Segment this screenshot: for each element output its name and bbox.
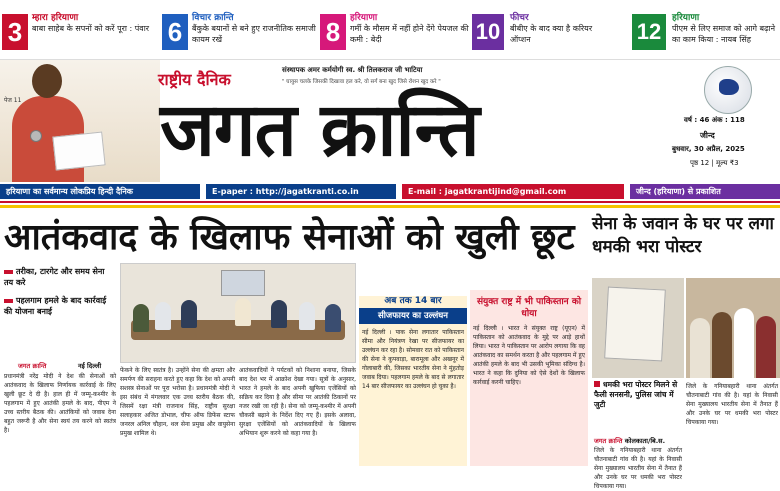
un-box-headline: संयुक्त राष्ट्र में भी पाकिस्तान को धोया: [476, 297, 582, 319]
right-subheadline: धमकी भरा पोस्टर मिलने से फैली सनसनी, पुलिस जांच में जुटी: [594, 380, 684, 410]
divider-red: [0, 201, 780, 203]
email-link[interactable]: E-mail : jagatkrantijind@gmail.com: [402, 184, 624, 199]
threat-poster-image: [604, 287, 666, 362]
story-text-col3: आतंकवादियों ने पर्यटकों को निशाना बनाया, जिसके बाद देश भर में आक्रोश देखा गया। सूत्रों के अनुसार, भारत ने हमले के बाद अपनी खुफिया एजेंसियों को सक्रिय कर दिया है और सीमा पर आतंकी ठिकानों पर नजर रखी जा रही है। सेना को जम्मू-कश्मीर में अपनी चौकसी बढ़ाने के निर्देश दिए गए हैं। इसके अलावा, सुरक्षा एजेंसियों को आतंकवादियों के खिलाफ अभियान शुरू करने को कहा गया है।: [239, 367, 356, 437]
rashtriya-dainik-label: राष्ट्रीय दैनिक: [158, 70, 231, 89]
teaser-2[interactable]: [162, 10, 316, 58]
teaser-text: गर्मी के मौसम में नहीं होने देंगे पेयजल की कमी : बेदी: [350, 24, 469, 44]
teaser-text: पीएम से लिए समाज को आगे बढ़ाने का काम किया : नायब सिंह: [672, 24, 776, 44]
medal-icon: [30, 130, 42, 142]
poster-photo: [592, 278, 684, 378]
info-band: [0, 184, 780, 200]
right-byline-place: कोलकाता/बि.स.: [624, 437, 666, 445]
teaser-page-number: 3: [2, 14, 28, 50]
main-headline[interactable]: आतंकवाद के खिलाफ सेनाओं को खुली छूट: [4, 217, 575, 258]
athlete-head: [32, 64, 62, 98]
teaser-1[interactable]: [2, 10, 152, 58]
teaser-title: हरियाणा: [672, 13, 700, 23]
teaser-title: हरियाणा: [350, 13, 378, 23]
newspaper-title: जगत क्रान्ति: [160, 87, 479, 173]
teaser-page-number: 12: [632, 14, 666, 50]
byline-place: नई दिल्ली: [78, 362, 102, 370]
teaser-page-number: 8: [320, 14, 346, 50]
masthead: [0, 60, 780, 182]
wall-screen: [221, 270, 265, 296]
bullet-item: पहलगाम हमले के बाद कार्रवाई की योजना बनाई: [4, 295, 116, 317]
issue-info: वर्ष : 46 अंक : 118: [684, 116, 745, 124]
page-count-price: पृष्ठ 12 | मूल्य ₹3: [690, 159, 739, 167]
tagline: " घायुस चलके जिसकी दिखावा हल करे, वो सर्ग बना खुद जिसे रोशन खुद करे ": [282, 79, 441, 85]
right-byline: [594, 436, 665, 445]
byline-source: जगत क्रान्ति: [18, 362, 47, 370]
ceasefire-box-headline: सीजफायर का उल्लंघन: [359, 308, 467, 324]
edition-city: जीन्द: [700, 131, 715, 140]
story-text-col1: प्रधानमंत्री नरेंद्र मोदी ने देश की सेनाओं को आतंकवाद के खिलाफ निर्णायक कार्रवाई के लिए खुली छूट दे दी है। हाल ही में जम्मू-कश्मीर के पहलगाम में हुए आतंकी हमले के बाद, पीएम ने उच्च स्तरीय बैठक की। आतंकियों को जवाब देना बहुत जरूरी है और सेना स्वयं तय करने को स्वतंत्र है।: [4, 373, 116, 434]
un-box-text: नई दिल्ली । भारत ने संयुक्त राष्ट्र (यूएन) में पाकिस्तान को आतंकवाद के मुद्दे पर आड़े हाथों लिया। भारत ने पाकिस्तान पर आरोप लगाया कि वह आतंकवाद का समर्थन करता है और पहलगाम में हुए आतंकी हमले के बाद भी उसकी भूमिका संदिग्ध है। भारत ने कहा कि दुनिया को ऐसे देशों के खिलाफ कार्रवाई करनी चाहिए।: [473, 325, 585, 386]
founder-line: संस्थापक अमर कर्मयोगी स्व. श्री तिलकराज जी भाटिया: [282, 66, 423, 74]
teaser-text: बाबा साहेब के सपनों को करें पूरा : पंवार: [32, 24, 150, 33]
ceasefire-box-text: नई दिल्ली । पाक सेना लगातार पाकिस्तान सीमा और नियंत्रण रेखा पर सीजफायर का उल्लंघन कर रहा है। सोमवार रात को पाकिस्तान की सेना ने कुपवाड़ा, बारामूला और अखनूर में गोलाबारी की, जिसका भारतीय सेना ने मुंहतोड़ जवाब दिया। पहलगाम हमले के बाद से लगातार 14 बार सीजफायर का उल्लंघन हो चुका है।: [362, 329, 464, 390]
ceasefire-box[interactable]: [359, 296, 467, 466]
globe-logo: [664, 64, 780, 122]
meeting-photo: [120, 263, 356, 363]
headline-bullets: [4, 266, 116, 324]
divider-yellow: [0, 205, 780, 208]
teaser-title: विचार क्रान्ति: [192, 13, 234, 23]
teaser-strip: [0, 0, 780, 60]
athlete-photo: [0, 60, 160, 182]
villagers-photo: [686, 278, 780, 378]
un-box[interactable]: [470, 290, 588, 466]
teaser-4[interactable]: [472, 10, 622, 58]
teaser-text: बैंकुके बयानों से बने हुए राजनीतिक समाजी कायम रखें: [192, 24, 316, 44]
teaser-5[interactable]: [632, 10, 778, 58]
bullet-item: तरीका, टारगेट और समय सेना तय करे: [4, 266, 116, 288]
side-headline[interactable]: सेना के जवान के घर पर लगा धमकी भरा पोस्टर: [592, 214, 774, 257]
epaper-link[interactable]: E-paper : http://jagatkranti.co.in: [206, 184, 396, 199]
ceasefire-box-kicker: अब तक 14 बार: [384, 296, 442, 306]
teaser-page-number: 10: [472, 14, 504, 50]
teaser-3[interactable]: [320, 10, 470, 58]
teaser-page-number: 6: [162, 14, 188, 50]
right-byline-source: जगत क्रान्ति: [594, 437, 623, 445]
teaser-title: फीचर: [510, 13, 529, 23]
photo-caption: पेज 11: [4, 97, 22, 104]
teaser-title: म्हारा हरियाणा: [32, 13, 79, 23]
certificate-image: [52, 131, 105, 170]
teaser-text: बीबीए के बाद क्या है करियर ऑप्शन: [510, 24, 593, 44]
globe-icon: [704, 66, 752, 114]
right-story-text-cont: जिले के गनियाबहारी थाना अंतर्गत चौतनाबाटी गांव की है। यहां के निवासी सेना मुख्यालय भारतीय सेना में तैनात हैं और उनके घर पर धमकी भरा पोस्टर चिपकाया गया।: [594, 447, 682, 490]
right-story-text: जिले के गनियाबहारी थाना अंतर्गत चौतनाबाटी गांव की है। यहां के निवासी सेना मुख्यालय भारतीय सेना में तैनात हैं और उनके घर पर धमकी भरा पोस्टर चिपकाया गया।: [686, 383, 778, 426]
slogan-bar: हरियाणा का सर्वमान्य लोकप्रिय हिन्दी दैनिक: [0, 184, 200, 199]
published-from: जीन्द (हरियाणा) से प्रकाशित: [630, 184, 780, 199]
issue-date: बुधवार, 30 अप्रैल, 2025: [672, 145, 745, 153]
story-text-col2: फेंकने के लिए स्वतंत्र है। उन्होंने सेना की क्षमता और समर्पण की सराहना करते हुए कहा कि देश को अपनी सशस्त्र सेनाओं पर पूरा भरोसा है। प्रधानमंत्री मोदी ने इस संबंध में मंगलवार एक उच्च स्तरीय बैठक की, जिसमें रक्षा मंत्री राजनाथ सिंह, राष्ट्रीय सुरक्षा सलाहकार अजित डोभाल, चीफ ऑफ डिफेंस स्टाफ जनरल अनिल चौहान, थल सेना प्रमुख और वायुसेना प्रमुख शामिल थे।: [120, 367, 235, 437]
